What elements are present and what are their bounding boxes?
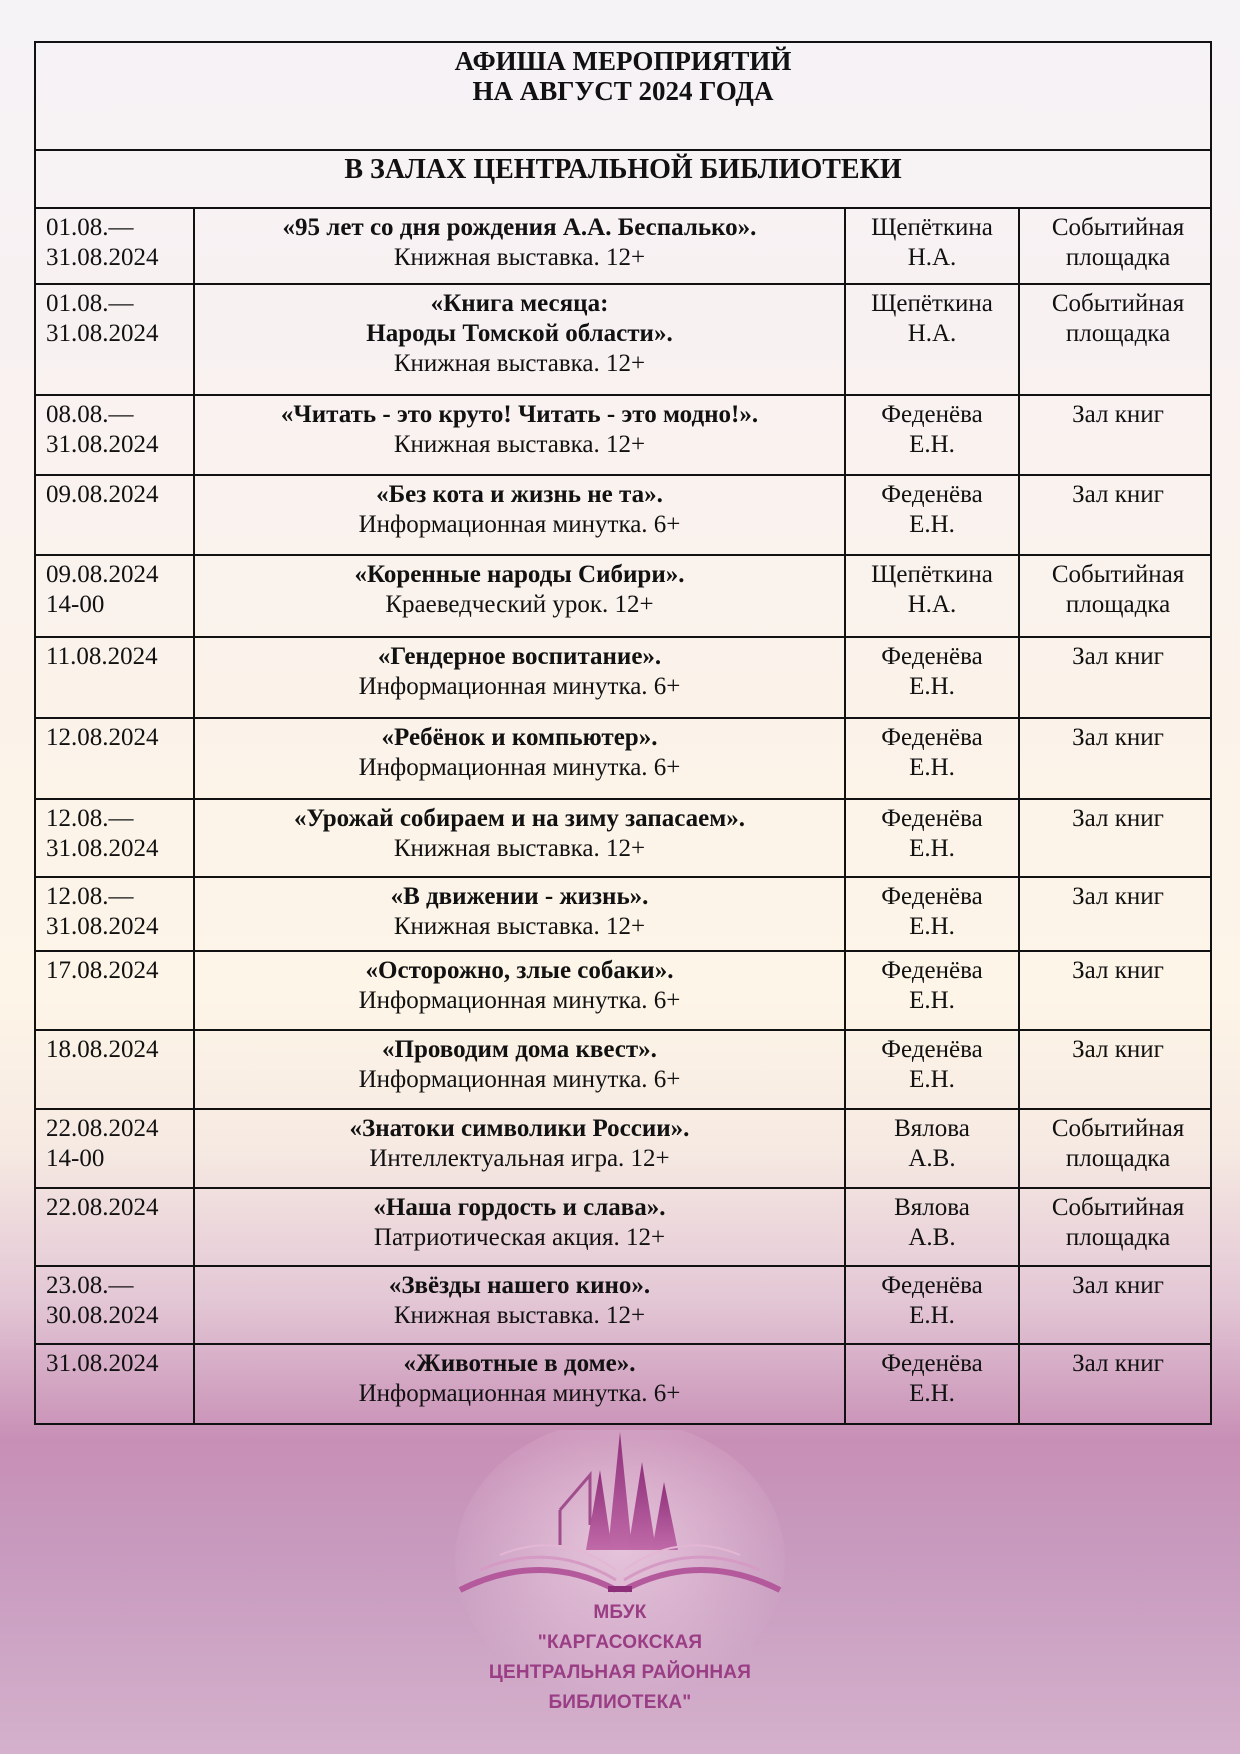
date-line: 09.08.2024 (46, 561, 159, 588)
location-line: Событийная (1051, 290, 1185, 317)
library-name (470, 1598, 770, 1718)
event-date (35, 1344, 194, 1424)
event-type: Книжная выставка. 12+ (393, 835, 646, 862)
event-date (35, 637, 194, 718)
logo-line-2: "КАРГАСОКСКАЯ (537, 1632, 703, 1653)
event-title: «Гендерное воспитание». (377, 643, 662, 670)
date-line: 18.08.2024 (46, 1036, 159, 1063)
table-row (35, 1109, 1211, 1188)
event-organizer (845, 284, 1019, 395)
organizer-line: А.В. (908, 1145, 956, 1172)
event-date (35, 395, 194, 475)
event-organizer (845, 208, 1019, 284)
organizer-line: Феденёва (881, 805, 983, 832)
event-date (35, 208, 194, 284)
location-line: Событийная (1051, 214, 1185, 241)
organizer-line: Феденёва (881, 1272, 983, 1299)
event-description (194, 1344, 845, 1424)
event-date (35, 1109, 194, 1188)
event-organizer (845, 637, 1019, 718)
event-date (35, 718, 194, 799)
date-line: 01.08.— (46, 214, 134, 241)
event-type: Информационная минутка. 6+ (358, 1380, 681, 1407)
event-location (1019, 1344, 1211, 1424)
organizer-line: Е.Н. (909, 835, 955, 862)
organizer-line: Е.Н. (909, 673, 955, 700)
title-line-1: АФИША МЕРОПРИЯТИЙ (454, 46, 792, 76)
organizer-line: Н.А. (907, 244, 957, 271)
event-description (194, 1266, 845, 1344)
title-line-2: НА АВГУСТ 2024 ГОДА (472, 76, 774, 106)
table-row (35, 799, 1211, 877)
table-row (35, 877, 1211, 951)
date-line: 31.08.2024 (46, 835, 159, 862)
event-date (35, 951, 194, 1030)
organizer-line: Феденёва (881, 643, 983, 670)
page-title (35, 42, 1211, 150)
logo-line-4: БИБЛИОТЕКА" (548, 1692, 692, 1713)
event-type: Патриотическая акция. 12+ (373, 1224, 666, 1251)
location-line: Событийная (1051, 1115, 1185, 1142)
date-line: 12.08.2024 (46, 724, 159, 751)
event-organizer (845, 475, 1019, 555)
location-line: Зал книг (1072, 401, 1164, 428)
date-line: 23.08.— (46, 1272, 134, 1299)
organizer-line: Е.Н. (909, 754, 955, 781)
event-date (35, 799, 194, 877)
location-line: площадка (1065, 1145, 1171, 1172)
event-location (1019, 1266, 1211, 1344)
organizer-line: Феденёва (881, 1036, 983, 1063)
event-title: «Проводим дома квест». (382, 1036, 657, 1063)
table-row (35, 555, 1211, 637)
event-type: Интеллектуальная игра. 12+ (369, 1145, 670, 1172)
organizer-line: Е.Н. (909, 1066, 955, 1093)
event-title: «Наша гордость и слава». (373, 1194, 666, 1221)
event-organizer (845, 951, 1019, 1030)
location-line: Зал книг (1072, 957, 1164, 984)
organizer-line: Щепёткина (871, 214, 993, 241)
date-line: 14-00 (46, 591, 105, 618)
table-row (35, 1344, 1211, 1424)
event-date (35, 1030, 194, 1109)
organizer-line: Щепёткина (871, 561, 993, 588)
table-row (35, 475, 1211, 555)
event-location (1019, 1030, 1211, 1109)
events-table (34, 41, 1212, 1425)
event-organizer (845, 799, 1019, 877)
date-line: 17.08.2024 (46, 957, 159, 984)
logo-line-3: ЦЕНТРАЛЬНАЯ РАЙОННАЯ (488, 1662, 752, 1683)
location-line: площадка (1065, 320, 1171, 347)
event-description (194, 1030, 845, 1109)
event-date (35, 284, 194, 395)
organizer-line: Н.А. (907, 320, 957, 347)
event-description (194, 395, 845, 475)
event-type: Книжная выставка. 12+ (393, 1302, 646, 1329)
event-location (1019, 284, 1211, 395)
event-type: Книжная выставка. 12+ (393, 431, 646, 458)
event-location (1019, 555, 1211, 637)
organizer-line: Феденёва (881, 401, 983, 428)
date-line: 14-00 (46, 1145, 105, 1172)
date-line: 31.08.2024 (46, 431, 159, 458)
date-line: 30.08.2024 (46, 1302, 159, 1329)
logo-line-1: МБУК (593, 1602, 647, 1623)
event-description (194, 1188, 845, 1266)
event-organizer (845, 395, 1019, 475)
date-line: 31.08.2024 (46, 244, 159, 271)
event-organizer (845, 555, 1019, 637)
date-line: 12.08.— (46, 883, 134, 910)
event-title: «Коренные народы Сибири». (354, 561, 685, 588)
event-title: «В движении - жизнь». (390, 883, 649, 910)
location-line: Зал книг (1072, 724, 1164, 751)
date-line: 31.08.2024 (46, 913, 159, 940)
event-location (1019, 718, 1211, 799)
event-date (35, 475, 194, 555)
table-row (35, 208, 1211, 284)
event-organizer (845, 1188, 1019, 1266)
event-title: «Читать - это круто! Читать - это модно!». (280, 401, 759, 428)
event-organizer (845, 1266, 1019, 1344)
event-type: Книжная выставка. 12+ (393, 913, 646, 940)
event-title: «Книга месяца: (430, 290, 609, 317)
location-line: площадка (1065, 591, 1171, 618)
date-line: 11.08.2024 (46, 643, 158, 670)
event-location (1019, 395, 1211, 475)
organizer-line: Вялова (894, 1115, 970, 1142)
title-row (35, 42, 1211, 150)
table-row (35, 1266, 1211, 1344)
location-line: площадка (1065, 1224, 1171, 1251)
event-description (194, 1109, 845, 1188)
location-line: Зал книг (1072, 1272, 1164, 1299)
location-line: Зал книг (1072, 805, 1164, 832)
event-title: «Ребёнок и компьютер». (381, 724, 658, 751)
organizer-line: Е.Н. (909, 431, 955, 458)
event-description (194, 208, 845, 284)
date-line: 12.08.— (46, 805, 134, 832)
event-type: Краеведческий урок. 12+ (385, 591, 654, 618)
event-description (194, 555, 845, 637)
event-description (194, 284, 845, 395)
event-type: Информационная минутка. 6+ (358, 511, 681, 538)
event-organizer (845, 877, 1019, 951)
event-organizer (845, 1109, 1019, 1188)
date-line: 31.08.2024 (46, 320, 159, 347)
location-line: Зал книг (1072, 643, 1164, 670)
organizer-line: Феденёва (881, 957, 983, 984)
event-location (1019, 475, 1211, 555)
event-organizer (845, 718, 1019, 799)
event-organizer (845, 1030, 1019, 1109)
event-description (194, 637, 845, 718)
table-row (35, 284, 1211, 395)
section-title: В ЗАЛАХ ЦЕНТРАЛЬНОЙ БИБЛИОТЕКИ (35, 150, 1211, 208)
event-description (194, 951, 845, 1030)
table-row (35, 395, 1211, 475)
section-row (35, 150, 1211, 208)
location-line: Зал книг (1072, 481, 1164, 508)
event-type: Книжная выставка. 12+ (393, 244, 646, 271)
event-title: «Без кота и жизнь не та». (376, 481, 663, 508)
organizer-line: Феденёва (881, 1350, 983, 1377)
event-location (1019, 637, 1211, 718)
event-title: «Животные в доме». (403, 1350, 636, 1377)
organizer-line: Феденёва (881, 724, 983, 751)
event-title: «Урожай собираем и на зиму запасаем». (293, 805, 746, 832)
event-location (1019, 208, 1211, 284)
date-line: 01.08.— (46, 290, 134, 317)
organizer-line: Феденёва (881, 883, 983, 910)
event-title: «Звёзды нашего кино». (388, 1272, 651, 1299)
event-title: Народы Томской области». (366, 320, 673, 347)
event-location (1019, 1188, 1211, 1266)
organizer-line: Е.Н. (909, 1302, 955, 1329)
event-location (1019, 877, 1211, 951)
event-description (194, 799, 845, 877)
event-type: Информационная минутка. 6+ (358, 987, 681, 1014)
event-organizer (845, 1344, 1019, 1424)
location-line: Событийная (1051, 1194, 1185, 1221)
location-line: Зал книг (1072, 1036, 1164, 1063)
date-line: 31.08.2024 (46, 1350, 159, 1377)
organizer-line: Е.Н. (909, 913, 955, 940)
table-row (35, 1188, 1211, 1266)
location-line: площадка (1065, 244, 1171, 271)
date-line: 09.08.2024 (46, 481, 159, 508)
event-description (194, 877, 845, 951)
table-row (35, 1030, 1211, 1109)
event-date (35, 1266, 194, 1344)
event-type: Информационная минутка. 6+ (358, 1066, 681, 1093)
table-row (35, 718, 1211, 799)
event-title: «Знатоки символики России». (349, 1115, 690, 1142)
location-line: Зал книг (1072, 883, 1164, 910)
event-type: Информационная минутка. 6+ (358, 673, 681, 700)
event-location (1019, 799, 1211, 877)
location-line: Событийная (1051, 561, 1185, 588)
table-row (35, 637, 1211, 718)
location-line: Зал книг (1072, 1350, 1164, 1377)
event-title: «95 лет со дня рождения А.А. Беспалько». (282, 214, 757, 241)
event-date (35, 1188, 194, 1266)
date-line: 22.08.2024 (46, 1115, 159, 1142)
organizer-line: А.В. (908, 1224, 956, 1251)
organizer-line: Е.Н. (909, 511, 955, 538)
event-title: «Осторожно, злые собаки». (365, 957, 674, 984)
event-type: Информационная минутка. 6+ (358, 754, 681, 781)
event-location (1019, 951, 1211, 1030)
organizer-line: Феденёва (881, 481, 983, 508)
organizer-line: Е.Н. (909, 1380, 955, 1407)
table-row (35, 951, 1211, 1030)
organizer-line: Щепёткина (871, 290, 993, 317)
date-line: 08.08.— (46, 401, 134, 428)
event-date (35, 555, 194, 637)
organizer-line: Вялова (894, 1194, 970, 1221)
event-type: Книжная выставка. 12+ (393, 350, 646, 377)
event-description (194, 718, 845, 799)
event-date (35, 877, 194, 951)
event-description (194, 475, 845, 555)
date-line: 22.08.2024 (46, 1194, 159, 1221)
event-location (1019, 1109, 1211, 1188)
organizer-line: Н.А. (907, 591, 957, 618)
organizer-line: Е.Н. (909, 987, 955, 1014)
